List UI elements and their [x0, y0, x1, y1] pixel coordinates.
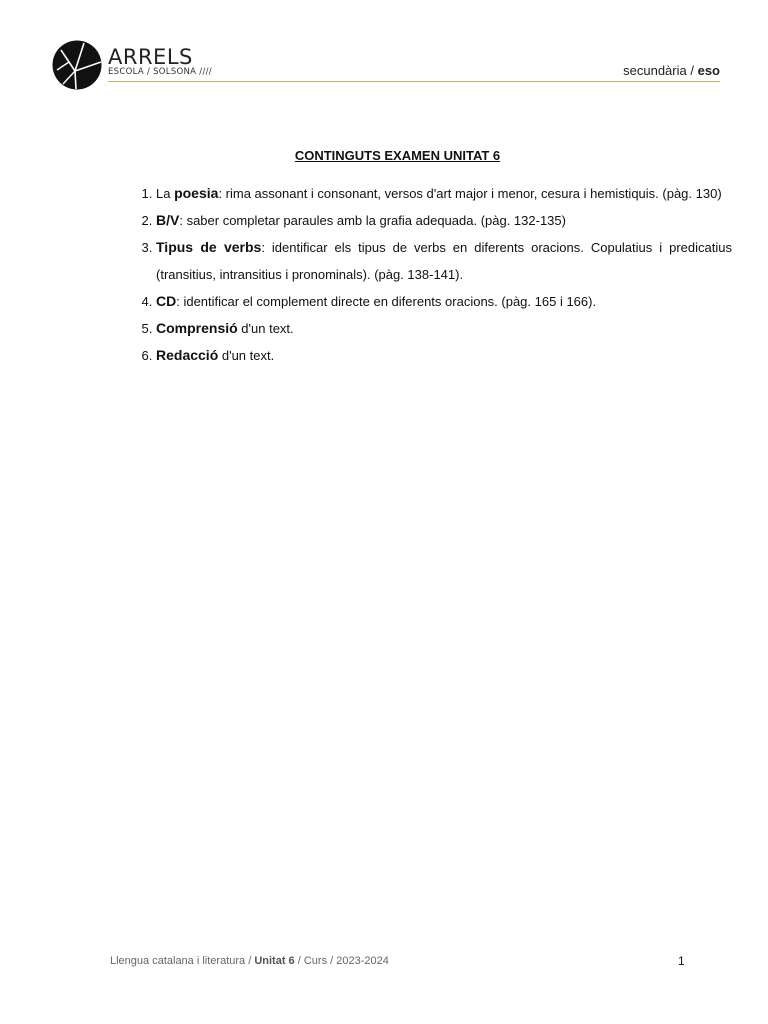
item-text: d'un text. [218, 348, 275, 363]
item-keyword: poesia [174, 185, 219, 201]
item-lead: La [156, 186, 175, 201]
level-prefix: secundària / [623, 63, 694, 78]
arrels-logo-icon [51, 40, 103, 90]
footer-course: / Curs / 2023-2024 [297, 955, 389, 967]
header-divider [108, 81, 720, 82]
item-text: : identificar els tipus de verbs en diferents oracions. Copulatius i predicatius (transitius, intransitius i pronominals). (pàg. 138-141). [156, 240, 732, 282]
item-text: : rima assonant i consonant, versos d'art major i menor, cesura i hemistiquis. (pàg. 130) [218, 186, 722, 201]
page-footer [110, 954, 389, 968]
page-number: 1 [678, 954, 685, 968]
document-title: CONTINGUTS EXAMEN UNITAT 6 [294, 148, 501, 163]
level-strong: eso [697, 63, 720, 78]
item-keyword: Comprensió [156, 320, 238, 336]
item-text: : identificar el complement directe en diferents oracions. (pàg. 165 i 166). [176, 294, 597, 309]
item-keyword: Tipus de verbs [156, 239, 262, 255]
brand-subtitle: ESCOLA / SOLSONA //// [108, 67, 212, 77]
item-keyword: Redacció [156, 347, 219, 363]
brand-name: ARRELS [108, 45, 193, 69]
list-item [156, 342, 732, 369]
page-header [0, 0, 768, 90]
item-keyword: CD [156, 293, 177, 309]
list-item [156, 180, 732, 207]
list-item [156, 207, 732, 234]
contents-list [110, 180, 732, 369]
item-text: d'un text. [237, 321, 294, 336]
footer-subject: Llengua catalana i literatura / [110, 955, 252, 967]
list-item [156, 315, 732, 342]
item-text: : saber completar paraules amb la grafia adequada. (pàg. 132-135) [179, 213, 566, 228]
footer-unit: Unitat 6 [254, 955, 295, 967]
list-item [156, 288, 732, 315]
item-keyword: B/V [156, 212, 180, 228]
education-level [623, 63, 720, 78]
list-item [156, 234, 732, 288]
